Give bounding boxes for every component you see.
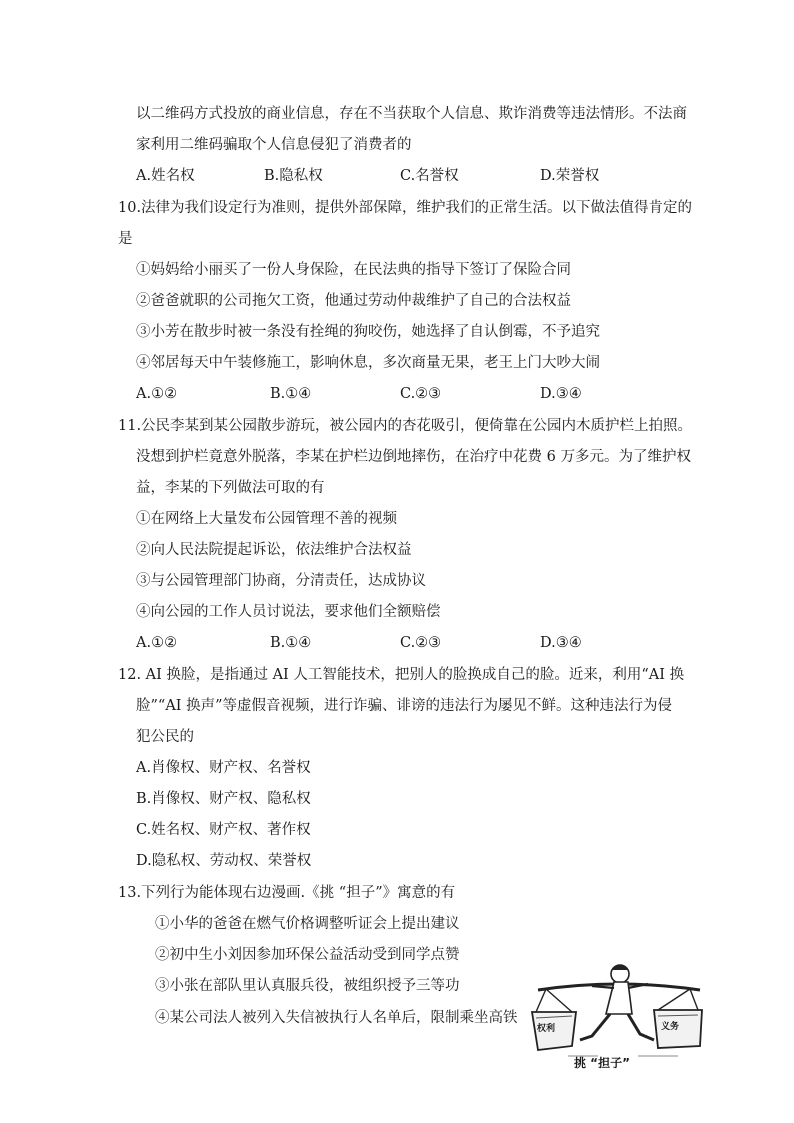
q11-item-2: ②向人民法院提起诉讼，依法维护合法权益 — [136, 542, 412, 558]
q11-option-d: D.③④ — [540, 635, 582, 651]
q12-stem-line1: 12. AI 换脸，是指通过 AI 人工智能技术，把别人的脸换成自己的脸。近来，利用“AI 换 — [118, 667, 685, 683]
q11-stem-line3: 益，李某的下列做法可取的有 — [136, 480, 325, 496]
q10-item-4: ④邻居每天中午装修施工，影响休息，多次商量无果，老王上门大吵大闹 — [136, 355, 600, 371]
q13-stem: 13.下列行为能体现右边漫画.《挑 “担子”》寓意的有 — [118, 885, 456, 901]
q10-option-d: D.③④ — [540, 386, 582, 402]
q11-item-3: ③与公园管理部门协商，分清责任，达成协议 — [136, 573, 426, 589]
q11-item-1: ①在网络上大量发布公园管理不善的视频 — [136, 511, 397, 527]
q11-option-c: C.②③ — [400, 635, 442, 651]
cartoon-caption: 挑 “担子” — [574, 1056, 630, 1070]
q12-option-b: B.肖像权、财产权、隐私权 — [136, 791, 311, 807]
q13-item-2: ②初中生小刘因参加环保公益活动受到同学点赞 — [155, 947, 460, 963]
cartoon-right-box-label: 义务 — [661, 1022, 680, 1032]
q11-option-a: A.①② — [136, 635, 178, 651]
q9-stem-line2: 家利用二维码骗取个人信息侵犯了消费者的 — [136, 137, 412, 153]
q10-stem-line1: 10.法律为我们设定行为准则，提供外部保障，维护我们的正常生活。以下做法值得肯定的 — [118, 200, 693, 216]
q11-item-4: ④向公园的工作人员讨说法，要求他们全额赔偿 — [136, 604, 441, 620]
q11-stem-line1: 11.公民李某到某公园散步游玩，被公园内的杏花吸引，便倚靠在公园内木质护栏上拍照。 — [118, 418, 693, 434]
q11-stem-line2: 没想到护栏竟意外脱落，李某在护栏边倒地摔伤，在治疗中花费 6 万多元。为了维护权 — [136, 449, 691, 465]
q9-stem-line1: 以二维码方式投放的商业信息，存在不当获取个人信息、欺诈消费等违法情形。不法商 — [136, 106, 687, 122]
q12-stem-line2: 脸”“AI 换声”等虚假音视频，进行诈骗、诽谤的违法行为屡见不鲜。这种违法行为侵 — [136, 698, 673, 714]
q10-option-b: B.①④ — [270, 386, 312, 402]
q11-option-b: B.①④ — [270, 635, 312, 651]
q9-option-c: C.名誉权 — [400, 168, 459, 184]
q12-option-d: D.隐私权、劳动权、荣誉权 — [136, 853, 312, 869]
q13-item-3: ③小张在部队里认真服兵役，被组织授予三等功 — [155, 978, 460, 994]
q12-stem-line3: 犯公民的 — [136, 729, 194, 745]
q10-option-c: C.②③ — [400, 386, 442, 402]
q10-item-3: ③小芳在散步时被一条没有拴绳的狗咬伤，她选择了自认倒霉，不予追究 — [136, 324, 600, 340]
q13-item-1: ①小华的爸爸在燃气价格调整听证会上提出建议 — [155, 916, 460, 932]
cartoon-left-box-label: 权利 — [537, 1024, 556, 1034]
q9-option-a: A.姓名权 — [136, 168, 195, 184]
q13-item-4: ④某公司法人被列入失信被执行人名单后，限制乘坐高铁 — [155, 1010, 518, 1026]
q12-option-c: C.姓名权、财产权、著作权 — [136, 822, 311, 838]
q9-option-b: B.隐私权 — [264, 168, 323, 184]
q9-option-d: D.荣誉权 — [540, 168, 600, 184]
q10-item-1: ①妈妈给小丽买了一份人身保险，在民法典的指导下签订了保险合同 — [136, 262, 571, 278]
q10-option-a: A.①② — [136, 386, 178, 402]
q10-item-2: ②爸爸就职的公司拖欠工资，他通过劳动仲裁维护了自己的合法权益 — [136, 293, 571, 309]
q10-stem-line2: 是 — [118, 231, 133, 247]
q12-option-a: A.肖像权、财产权、名誉权 — [136, 760, 311, 776]
